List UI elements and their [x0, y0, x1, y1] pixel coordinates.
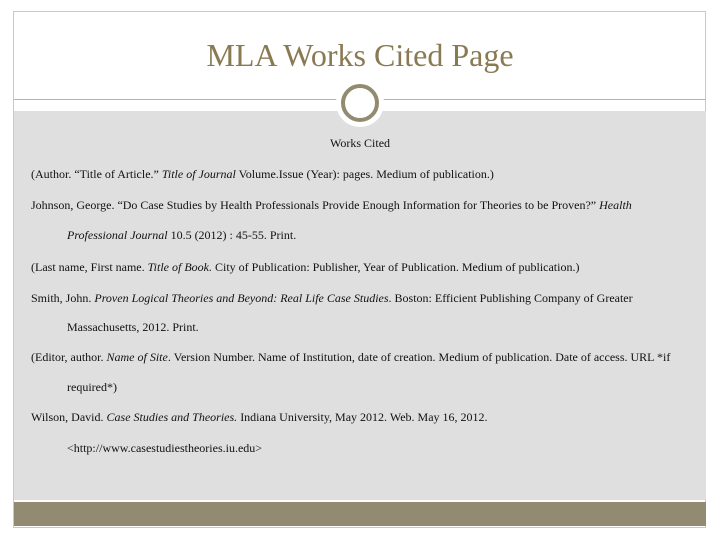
entry-text: Volume.Issue (Year): pages. Medium of publication.) [235, 167, 494, 181]
entry-text: Johnson, George. “Do Case Studies by Health Professionals Provide Enough Information for Theories to be Proven?” [31, 198, 600, 212]
entry-text: Massachusetts, 2012. Print. [67, 320, 199, 334]
entry-template-book [31, 260, 579, 275]
works-cited-heading: Works Cited [329, 136, 391, 150]
title-divider-left [14, 99, 338, 100]
entry-italic: Proven Logical Theories and Beyond: Real Life Case Studies [94, 291, 389, 305]
title-divider-right [382, 99, 706, 100]
entry-text: Wilson, David. [31, 410, 107, 424]
entry-wilson-line1 [31, 410, 488, 425]
entry-italic: Name of Site [106, 350, 168, 364]
entry-text: (Author. “Title of Article.” [31, 167, 162, 181]
entry-text: <http://www.casestudiestheories.iu.edu> [67, 441, 263, 455]
entry-text: (Last name, First name. [31, 260, 148, 274]
entry-johnson-line2 [67, 228, 296, 243]
entry-italic: Title of Book. [147, 260, 212, 274]
entry-smith-line1 [31, 291, 633, 306]
entry-text: City of Publication: Publisher, Year of Publication. Medium of publication.) [211, 260, 580, 274]
entry-italic: Case Studies and Theories. [106, 410, 238, 424]
entry-text: (Editor, author. [31, 350, 107, 364]
entry-smith-line2 [67, 320, 199, 335]
slide-title: MLA Works Cited Page [206, 37, 514, 73]
entry-text: . Version Number. Name of Institution, date of creation. Medium of publication. Date of access. URL *if [167, 350, 671, 364]
entry-italic: Professional Journal [67, 228, 168, 242]
entry-text: 10.5 (2012) : 45-55. Print. [167, 228, 297, 242]
entry-text: . Boston: Efficient Publishing Company of Greater [388, 291, 633, 305]
entry-text: Smith, John. [31, 291, 95, 305]
entry-italic: Health [599, 198, 632, 212]
footer-bar [14, 502, 706, 526]
entry-template-website-line2 [67, 380, 117, 395]
entry-text: required*) [67, 380, 117, 394]
divider-ring-icon [341, 84, 379, 122]
entry-italic: Title of Journal [161, 167, 236, 181]
entry-johnson-line1 [31, 198, 632, 213]
entry-template-article [31, 167, 494, 182]
entry-wilson-line2 [67, 441, 262, 456]
entry-template-website-line1 [31, 350, 670, 365]
entry-text: Indiana University, May 2012. Web. May 16, 2012. [237, 410, 488, 424]
